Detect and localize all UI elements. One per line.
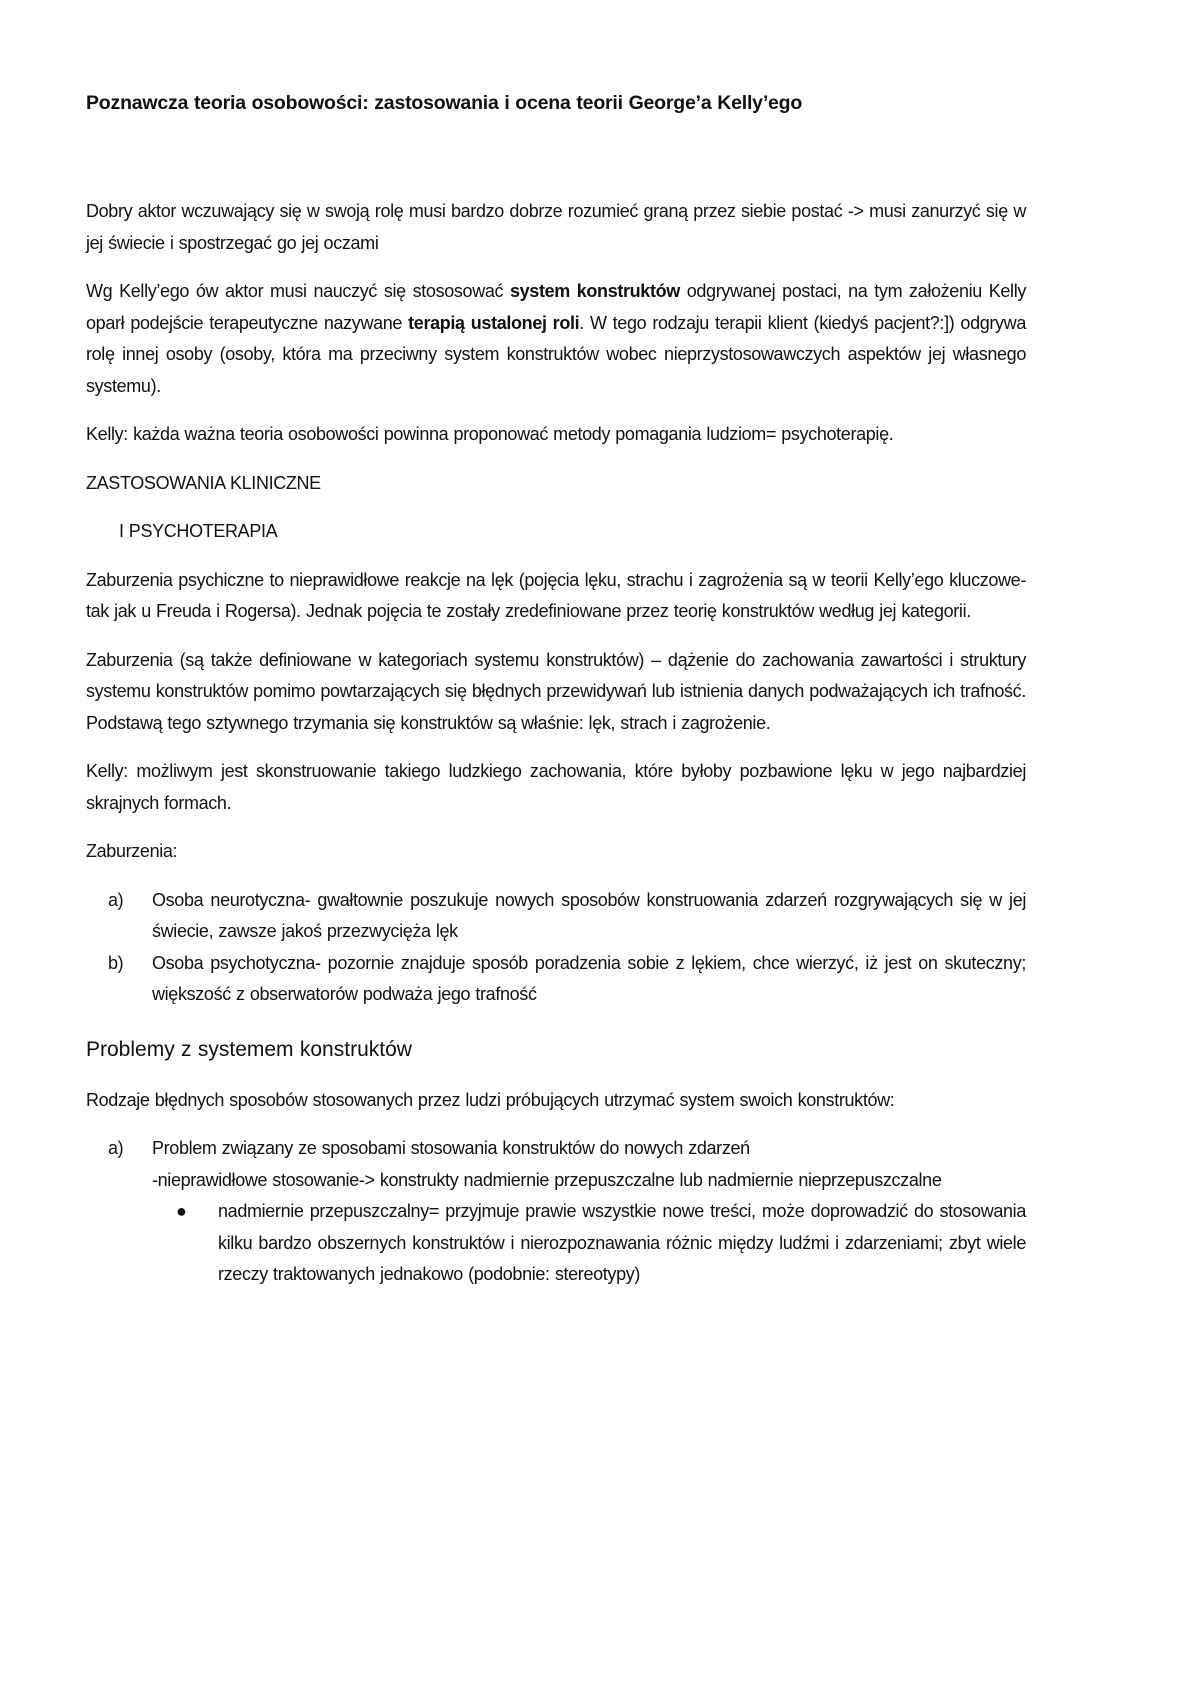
text: . W tego rodzaju terapii klient (kiedyś pacjent?:]) odgrywa rolę innej osoby (osoby, która ma przeciwny system konstruktów wobec nieprzystosowawczych aspektów jej własnego systemu). xyxy=(86,312,1026,396)
list-item xyxy=(86,885,1026,948)
bold-term-system-konstruktow: system konstruktów xyxy=(509,281,680,301)
list-item xyxy=(86,948,1026,1011)
disorders-list xyxy=(86,885,1026,1011)
list-text: Problem związany ze sposobami stosowania konstruktów do nowych zdarzeń xyxy=(152,1138,750,1158)
problems-list xyxy=(86,1133,1026,1291)
section-heading-problems: Problemy z systemem konstruktów xyxy=(86,1037,412,1061)
text: Wg Kelly’ego ów aktor musi nauczyć się stososować xyxy=(86,281,510,301)
paragraph-disorders-constructs: Zaburzenia (są także definiowane w kategoriach systemu konstruktów) – dążenie do zachowania zawartości i struktury systemu konstruktów pomimo powtarzających się błędnych przewidywań lub istnienia danych podważających ich trafność. Podstawą tego sztywnego trzymania się konstruktów są właśnie: lęk, strach i zagrożenie. xyxy=(86,649,1026,733)
bullet-list xyxy=(152,1196,1026,1291)
paragraph-kelly-actor xyxy=(86,276,1026,402)
list-marker: a) xyxy=(108,889,124,910)
paragraph-error-types: Rodzaje błędnych sposobów stosowanych przez ludzi próbujących utrzymać system swoich konstruktów: xyxy=(86,1089,895,1110)
document-title: Poznawcza teoria osobowości: zastosowania i ocena teorii George’a Kelly’ego xyxy=(86,92,803,114)
list-subtext: -nieprawidłowe stosowanie-> konstrukty nadmiernie przepuszczalne lub nadmiernie nieprzepuszczalne xyxy=(152,1169,942,1190)
list-marker: b) xyxy=(108,952,124,973)
paragraph-disorders: Zaburzenia psychiczne to nieprawidłowe reakcje na lęk (pojęcia lęku, strachu i zagrożenia są w teorii Kelly’ego kluczowe- tak jak u Freuda i Rogersa). Jednak pojęcia te zostały zredefiniowane przez teorię konstruktów według jej kategorii. xyxy=(86,569,1026,621)
bullet-icon: ● xyxy=(176,1201,187,1221)
paragraph-actor: Dobry aktor wczuwający się w swoją rolę musi bardzo dobrze rozumieć graną przez siebie postać -> musi zanurzyć się w jej świecie i spostrzegać go jej oczami xyxy=(86,201,1026,253)
bullet-item xyxy=(152,1196,1026,1291)
list-text: Osoba psychotyczna- pozornie znajduje sposób poradzenia sobie z lękiem, chce wierzyć, iż jest on skuteczny; większość z obserwatorów podważa jego trafność xyxy=(152,952,1026,1004)
section-heading-clinical: ZASTOSOWANIA KLINICZNE xyxy=(86,472,321,493)
list-text: Osoba neurotyczna- gwałtownie poszukuje nowych sposobów konstruowania zdarzeń rozgrywających się w jej świecie, zawsze jakoś przezwycięża lęk xyxy=(152,889,1026,941)
paragraph-kelly-anxiety: Kelly: możliwym jest skonstruowanie takiego ludzkiego zachowania, które byłoby pozbawione lęku w jego najbardziej skrajnych formach. xyxy=(86,761,1026,813)
paragraph-disorders-label: Zaburzenia: xyxy=(86,841,178,861)
section-heading-psychotherapy: I PSYCHOTERAPIA xyxy=(119,521,278,541)
bullet-text: nadmiernie przepuszczalny= przyjmuje prawie wszystkie nowe treści, może doprowadzić do stosowania kilku bardzo obszernych konstruktów i nierozpoznawania różnic między ludźmi i zdarzeniami; zbyt wiele rzeczy traktowanych jednakowo (podobnie: stereotypy) xyxy=(218,1201,1026,1284)
list-item xyxy=(86,1133,1026,1291)
document-page xyxy=(86,88,1026,1308)
bold-term-terapia: terapią ustalonej roli xyxy=(408,312,580,333)
text: odgrywanej postaci, na tym założeniu Kelly oparł podejście terapeutyczne nazywane xyxy=(86,281,1027,333)
paragraph-kelly-theory: Kelly: każda ważna teoria osobowości powinna proponować metody pomagania ludziom= psychoterapię. xyxy=(86,424,894,444)
list-marker: a) xyxy=(108,1138,124,1158)
